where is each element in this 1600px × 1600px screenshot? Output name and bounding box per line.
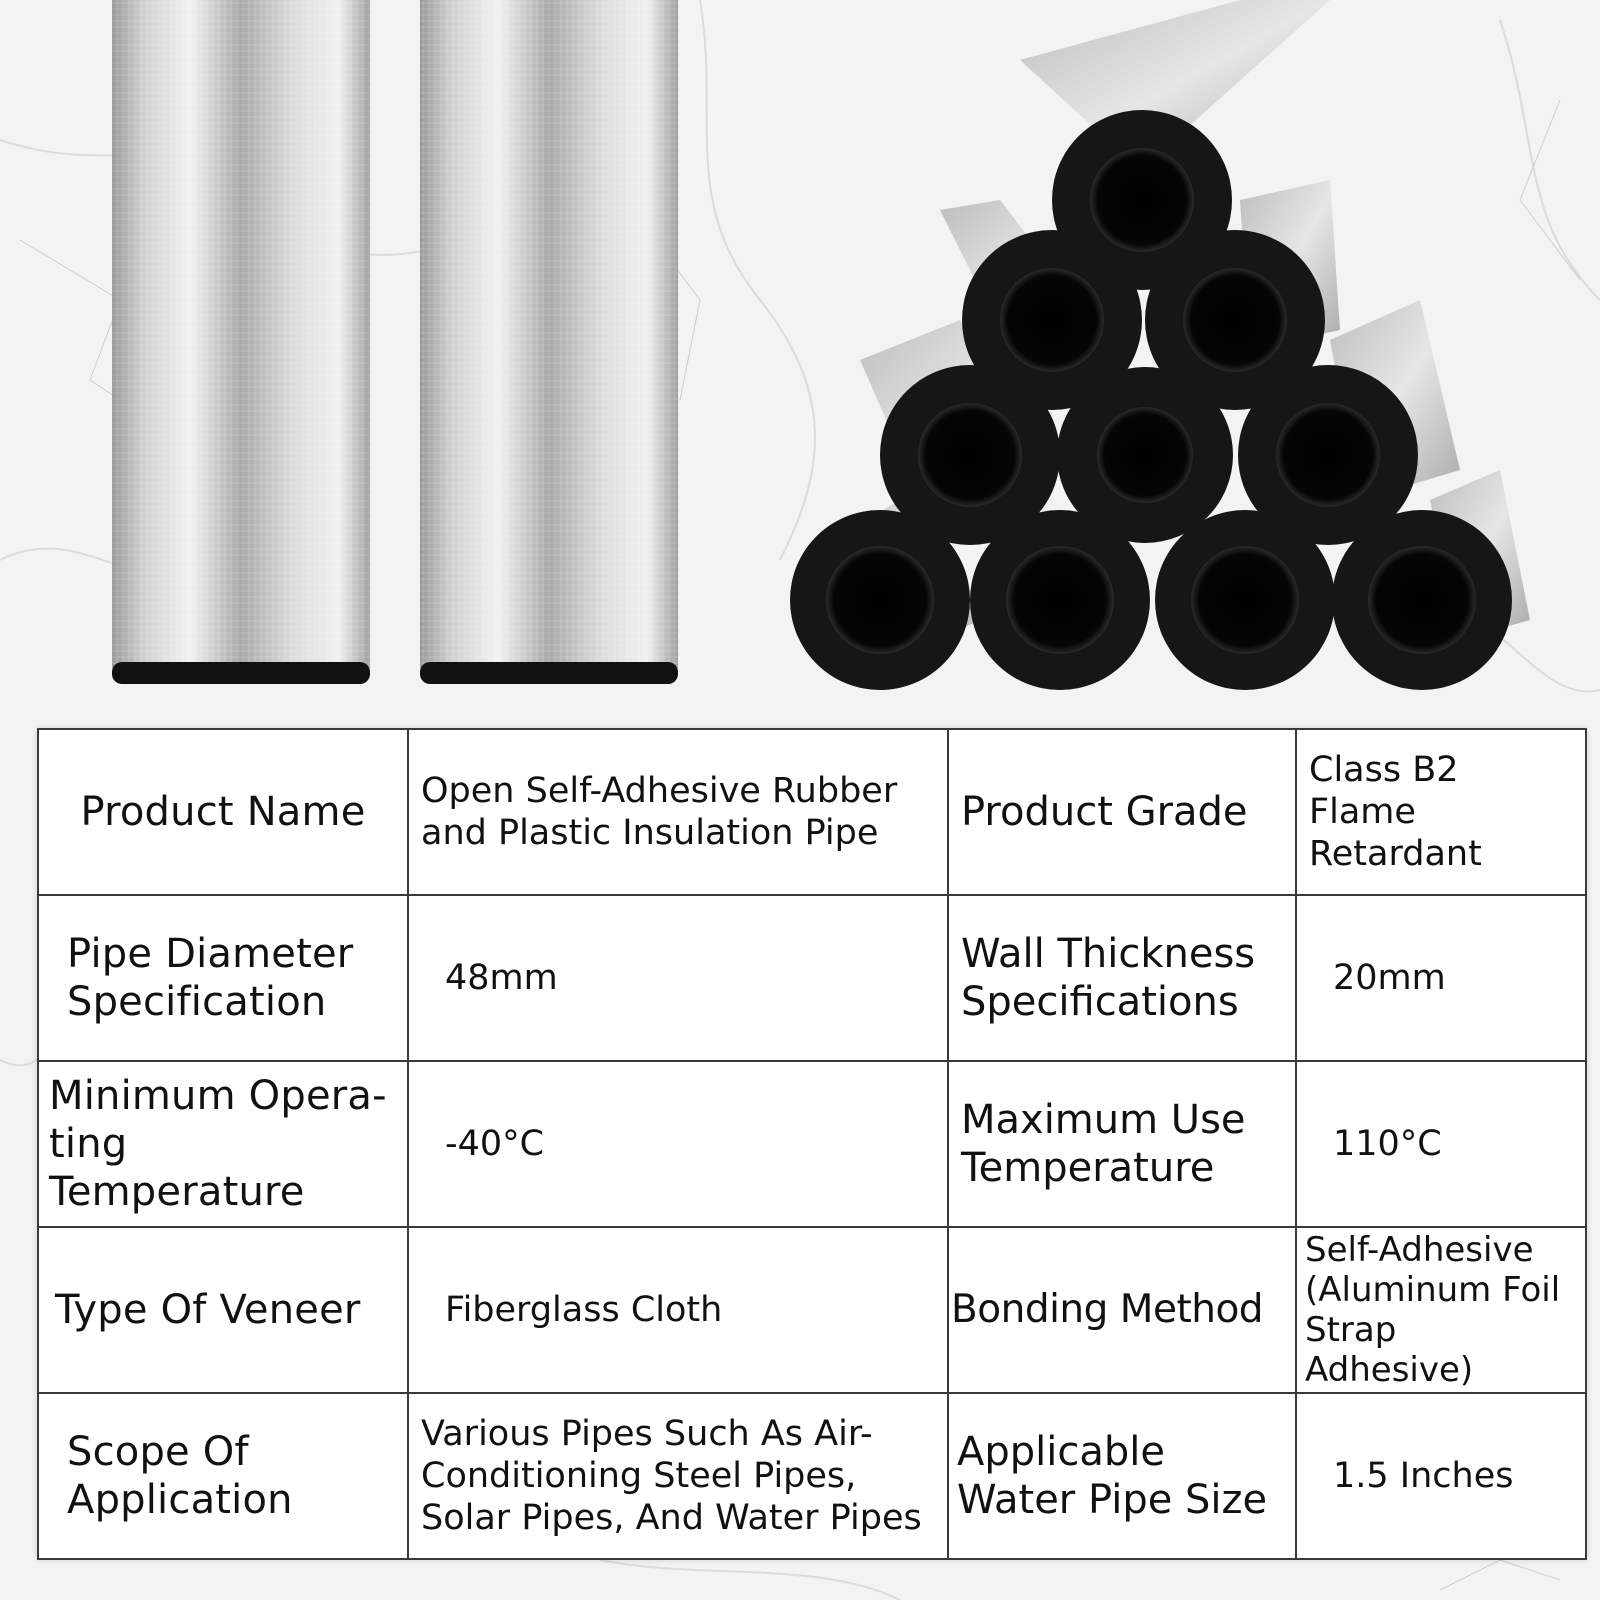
- table-row: [38, 729, 1586, 895]
- upright-pipe-right: [420, 0, 678, 684]
- spec-value: 48mm: [408, 895, 948, 1061]
- spec-value: Various Pipes Such As Air- Conditioning Steel Pipes, Solar Pipes, And Water Pipes: [408, 1393, 948, 1559]
- spec-label: Type Of Veneer: [38, 1227, 408, 1393]
- upright-pipe-left: [112, 0, 370, 684]
- table-row: [38, 1393, 1586, 1559]
- spec-label: Wall Thickness Specifications: [948, 895, 1296, 1061]
- spec-value: 20mm: [1296, 895, 1586, 1061]
- spec-label: Minimum Opera- ting Temperature: [38, 1061, 408, 1227]
- spec-value: Fiberglass Cloth: [408, 1227, 948, 1393]
- table-row: [38, 1061, 1586, 1227]
- spec-value: -40°C: [408, 1061, 948, 1227]
- spec-label: Product Grade: [948, 729, 1296, 895]
- spec-label: Bonding Method: [948, 1227, 1296, 1393]
- spec-value: 110°C: [1296, 1061, 1586, 1227]
- spec-label: Maximum Use Temperature: [948, 1061, 1296, 1227]
- spec-value: Self-Adhesive (Aluminum Foil Strap Adhesive): [1296, 1227, 1586, 1393]
- spec-value: 1.5 Inches: [1296, 1393, 1586, 1559]
- spec-label: Product Name: [38, 729, 408, 895]
- spec-value: Open Self-Adhesive Rubber and Plastic Insulation Pipe: [408, 729, 948, 895]
- table-row: [38, 895, 1586, 1061]
- spec-label: Applicable Water Pipe Size: [948, 1393, 1296, 1559]
- spec-label: Pipe Diameter Specification: [38, 895, 408, 1061]
- spec-value: Class B2 Flame Retardant: [1296, 729, 1586, 895]
- table-row: [38, 1227, 1586, 1393]
- stacked-pipes: [790, 0, 1530, 690]
- spec-label: Scope Of Application: [38, 1393, 408, 1559]
- product-photo: [0, 0, 1600, 720]
- spec-table: [37, 728, 1587, 1560]
